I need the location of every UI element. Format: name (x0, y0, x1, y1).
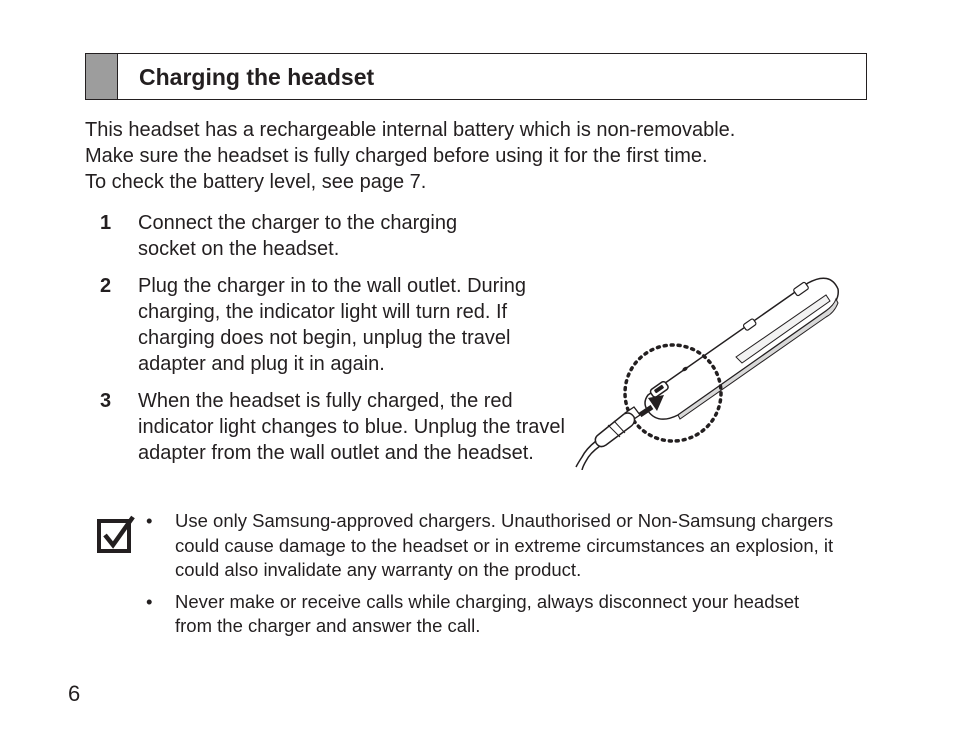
charger-plug-icon (576, 407, 640, 470)
intro-text (85, 117, 885, 195)
page-number: 6 (68, 681, 81, 706)
intro-line: Make sure the headset is fully charged before using it for the first time. (85, 145, 708, 167)
step-number: 3 (100, 390, 112, 412)
section-header-tab (86, 54, 118, 99)
note-text: Use only Samsung-approved chargers. Unauthorised or Non-Samsung chargers could cause damage to the headset or in extreme circumstances an explosion, it could also invalidate any warranty on the product. (175, 510, 834, 580)
step-number: 2 (100, 275, 112, 297)
step-text: Plug the charger in to the wall outlet. During charging, the indicator light will turn red. If charging does not begin, unplug the travel adapter and plug it in again. (138, 275, 526, 375)
note-text: Never make or receive calls while charging, always disconnect your headset from the charger and answer the call. (175, 590, 800, 636)
steps-list (100, 210, 570, 477)
step-item (100, 388, 570, 466)
note-bullet: • (146, 510, 153, 531)
note-item (146, 509, 866, 583)
notes-list (146, 509, 866, 646)
section-title: Charging the headset (139, 64, 375, 90)
step-item (100, 273, 570, 377)
step-text: When the headset is fully charged, the red indicator light changes to blue. Unplug the travel adapter from the wall outlet and the headset. (138, 390, 565, 464)
headset-charging-illustration (568, 265, 848, 470)
intro-line: This headset has a rechargeable internal battery which is non-removable. (85, 119, 736, 141)
intro-line: To check the battery level, see page 7. (85, 171, 427, 193)
section-header (85, 53, 867, 100)
step-text: Connect the charger to the charging socket on the headset. (138, 212, 458, 260)
checkbox-check-icon (97, 515, 137, 555)
step-number: 1 (100, 212, 112, 234)
note-item (146, 590, 866, 639)
note-bullet: • (146, 590, 153, 612)
headset-icon (645, 278, 838, 419)
step-item (100, 210, 570, 262)
